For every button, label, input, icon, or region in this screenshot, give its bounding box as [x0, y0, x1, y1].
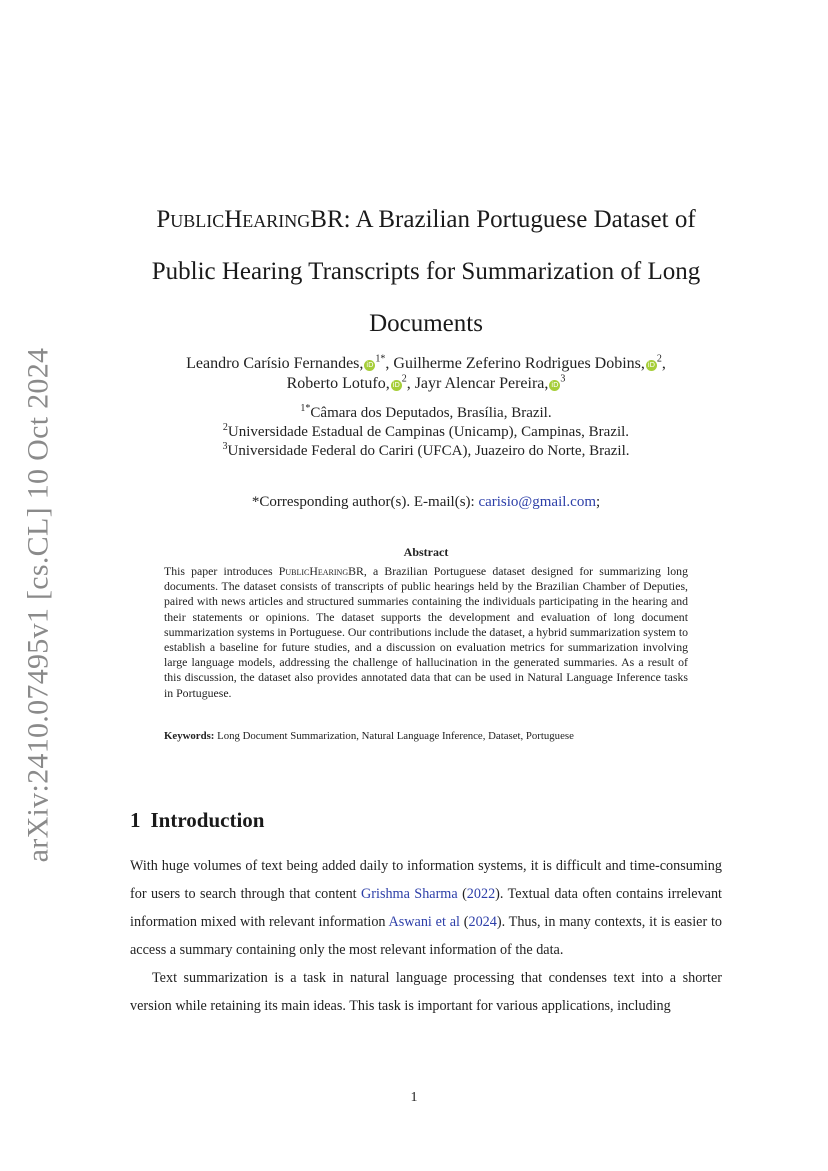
affiliation-mark: 2 [222, 422, 228, 433]
orcid-icon[interactable]: iD [647, 361, 656, 369]
affiliation-text: Universidade Federal do Cariri (UFCA), Juazeiro do Norte, Brazil. [227, 443, 630, 459]
keywords-text: Long Document Summarization, Natural Language Inference, Dataset, Portuguese [217, 730, 574, 742]
author-separator: , [661, 355, 666, 372]
citation-link[interactable]: Aswani et al [388, 914, 460, 930]
orcid-icon[interactable]: iD [551, 381, 559, 389]
title-rest: : A Brazilian Portuguese Dataset of Public Hearing Transcripts for Summarization of Long Documents [151, 206, 701, 337]
paragraph: Text summarization is a task in natural language processing that condenses text into a shorter version while retaining its main ideas. This task is important for various applications, including [130, 970, 722, 1014]
corresponding-label: *Corresponding author(s). E-mail(s): [251, 494, 475, 510]
citation-year-link[interactable]: 2022 [466, 886, 496, 902]
arxiv-stamp [14, 347, 62, 863]
author-list [130, 354, 722, 394]
affiliation-mark: 3 [222, 441, 228, 452]
orcid-icon[interactable]: iD [366, 361, 374, 369]
corresponding-author [130, 494, 722, 511]
body-text [130, 852, 722, 1020]
author-name: Jayr Alencar Pereira, [414, 375, 549, 392]
email-link[interactable]: carisio@gmail.com [478, 494, 596, 510]
affiliation-text: Universidade Estadual de Campinas (Unicamp), Campinas, Brazil. [227, 424, 630, 440]
affiliation-line [130, 442, 722, 461]
paragraph-text: ). Textual data often contains irrelevant information mixed with relevant information [130, 886, 722, 930]
affiliations [130, 404, 722, 461]
author-name: Roberto Lotufo, [286, 375, 390, 392]
author-affil-mark: 3 [560, 373, 566, 385]
abstract-lead: This paper introduces [164, 564, 279, 578]
title-dataset-name: PublicHearingBR [156, 206, 344, 233]
affiliation-mark: 1* [300, 403, 311, 414]
citation-link[interactable]: Grishma Sharma [361, 886, 458, 902]
affiliation-line [130, 423, 722, 442]
citation-paren: ( [457, 886, 467, 902]
abstract-body-text: , a Brazilian Portuguese dataset designed for summarizing long documents. The dataset consists of transcripts of public hearings held by the Brazilian Chamber of Deputies, paired with news articles and structured summaries containing the individuals participating in the hearing and their statements or opinions. The dataset supports the development and evaluation of long document summarization systems in Portuguese. Our contributions include the dataset, a hybrid summarization system to establish a baseline for future studies, and a discussion on evaluation metrics for summarization involving large language models, addressing the challenge of hallucination in the generated summaries. As a result of this discussion, the dataset also provides annotated data that can be used in Natural Language Inference tasks in Portuguese. [164, 564, 688, 700]
paragraph-text: With huge volumes of text being added daily to information systems, it is difficult and time-consuming for users to search through that content [130, 858, 722, 902]
abstract-text [164, 564, 688, 701]
keywords-label: Keywords: [164, 730, 215, 742]
paragraph-text: ). Thus, in many contexts, it is easier to access a summary containing only the most relevant information of the data. [130, 914, 722, 958]
corresponding-suffix: ; [596, 494, 601, 510]
author-affil-mark: 2 [401, 373, 407, 385]
author-separator: , [406, 375, 411, 392]
abstract-heading: Abstract [403, 545, 449, 559]
author-affil-mark: 1* [375, 353, 386, 365]
affiliation-line [130, 404, 722, 423]
author-separator: , [385, 355, 390, 372]
author-affil-mark: 2 [656, 353, 662, 365]
section-title: Introduction [150, 808, 265, 832]
section-number: 1 [130, 808, 141, 832]
keywords [164, 730, 688, 742]
affiliation-text: Câmara dos Deputados, Brasília, Brazil. [310, 405, 552, 421]
arxiv-identifier: arXiv:2410.07495v1 [cs.CL] 10 Oct 2024 [21, 347, 55, 863]
paragraph [130, 852, 722, 964]
page-number: 1 [410, 1090, 418, 1105]
abstract-dataset-name: PublicHearingBR [278, 564, 364, 578]
paper-title [130, 194, 722, 350]
orcid-icon[interactable]: iD [392, 381, 400, 389]
section-heading [130, 808, 264, 833]
citation-year-link[interactable]: 2024 [468, 914, 497, 930]
author-name: Guilherme Zeferino Rodrigues Dobins, [393, 355, 645, 372]
author-name: Leandro Carísio Fernandes, [186, 355, 364, 372]
citation-paren: ( [459, 914, 469, 930]
